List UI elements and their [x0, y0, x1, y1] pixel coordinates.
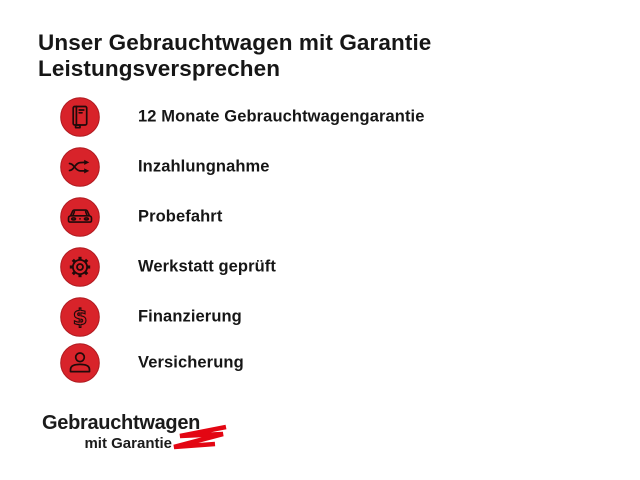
benefit-row: [0, 192, 640, 242]
page-title-line2: Leistungsversprechen: [38, 56, 281, 81]
page-title-line1: Unser Gebrauchtwagen mit Garantie: [38, 30, 432, 55]
benefit-label: Werkstatt geprüft: [138, 257, 276, 276]
benefit-label: 12 Monate Gebrauchtwagengarantie: [138, 107, 425, 126]
benefit-row: [0, 292, 640, 342]
svg-text:$: $: [72, 305, 88, 330]
benefit-row: [0, 242, 640, 292]
gear-icon: [60, 247, 100, 287]
trade-in-shuffle-icon: [60, 147, 100, 187]
warranty-booklet-icon: [60, 97, 100, 137]
benefit-label: Versicherung: [138, 353, 244, 372]
benefit-row: [0, 142, 640, 192]
benefit-label: Finanzierung: [138, 307, 242, 326]
logo-wordmark-line1: Gebrauchtwagen: [42, 412, 201, 434]
page-title: [38, 30, 598, 82]
benefit-label: Inzahlungnahme: [138, 157, 270, 176]
benefit-row: [0, 338, 640, 388]
gebrauchtwagen-mit-garantie-logo: [42, 412, 201, 452]
benefits-list: [0, 92, 640, 388]
car-icon: [60, 197, 100, 237]
dollar-icon: [60, 297, 100, 337]
person-icon: [60, 343, 100, 383]
logo-wordmark-line2: mit Garantie: [84, 435, 172, 452]
red-scribble-swoosh-icon: [170, 423, 228, 451]
benefit-label: Probefahrt: [138, 207, 223, 226]
benefit-row: [0, 92, 640, 142]
